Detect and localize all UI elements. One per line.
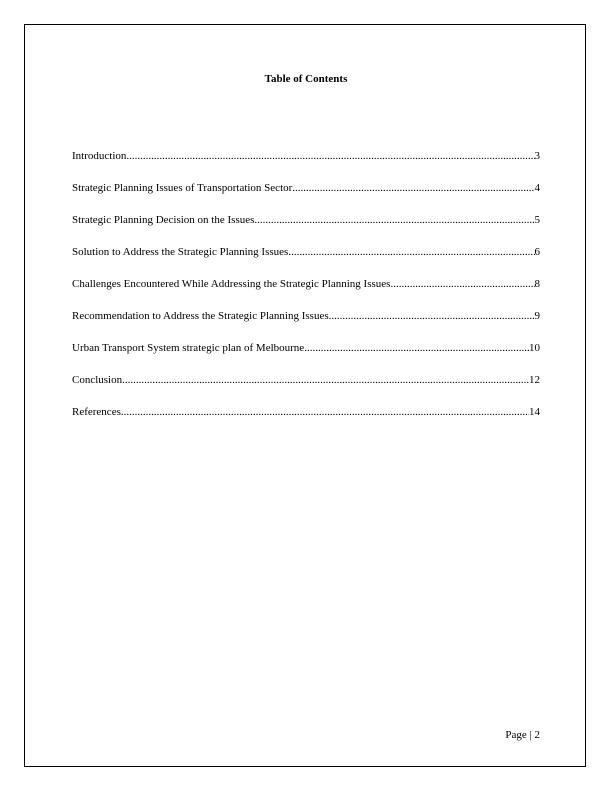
toc-entry-title: Solution to Address the Strategic Planning Issues xyxy=(72,246,289,258)
toc-page-number: 14 xyxy=(529,406,540,418)
toc-entry-title: Conclusion xyxy=(72,374,123,386)
toc-entry-planning-decision[interactable] xyxy=(72,213,540,245)
toc-leader xyxy=(390,277,534,291)
toc-page-number: 3 xyxy=(534,150,540,162)
toc-entry-introduction[interactable] xyxy=(72,149,540,181)
toc-page-number: 10 xyxy=(529,342,540,354)
toc-entry-title: Strategic Planning Decision on the Issues xyxy=(72,214,255,226)
toc-entry-title: Introduction xyxy=(72,150,127,162)
toc-page-number: 9 xyxy=(534,310,540,322)
toc-entry-references[interactable] xyxy=(72,405,540,437)
toc-entry-solution[interactable] xyxy=(72,245,540,277)
toc-leader xyxy=(292,181,534,195)
toc-entry-challenges[interactable] xyxy=(72,277,540,309)
toc-entry-melbourne-plan[interactable] xyxy=(72,341,540,373)
toc-leader xyxy=(126,149,534,163)
page-number-footer: Page | 2 xyxy=(505,729,540,741)
toc-leader xyxy=(329,309,535,323)
toc-entry-recommendation[interactable] xyxy=(72,309,540,341)
toc-leader xyxy=(288,245,534,259)
toc-page-number: 8 xyxy=(534,278,540,290)
toc-page-number: 12 xyxy=(529,374,540,386)
toc-page-number: 4 xyxy=(534,182,540,194)
toc-leader xyxy=(304,341,529,355)
toc-leader xyxy=(121,405,529,419)
toc-page-number: 6 xyxy=(534,246,540,258)
toc-page-number: 5 xyxy=(534,214,540,226)
toc-entry-title: Recommendation to Address the Strategic Planning Issues xyxy=(72,310,329,322)
toc-leader xyxy=(254,213,534,227)
toc-list xyxy=(72,149,540,437)
toc-entry-title: References xyxy=(72,406,121,418)
toc-entry-conclusion[interactable] xyxy=(72,373,540,405)
toc-entry-title: Challenges Encountered While Addressing the Strategic Planning Issues xyxy=(72,278,391,290)
toc-title: Table of Contents xyxy=(264,73,348,85)
toc-entry-title: Strategic Planning Issues of Transportation Sector xyxy=(72,182,293,194)
toc-entry-title: Urban Transport System strategic plan of Melbourne xyxy=(72,342,305,354)
toc-entry-planning-issues[interactable] xyxy=(72,181,540,213)
toc-leader xyxy=(122,373,529,387)
